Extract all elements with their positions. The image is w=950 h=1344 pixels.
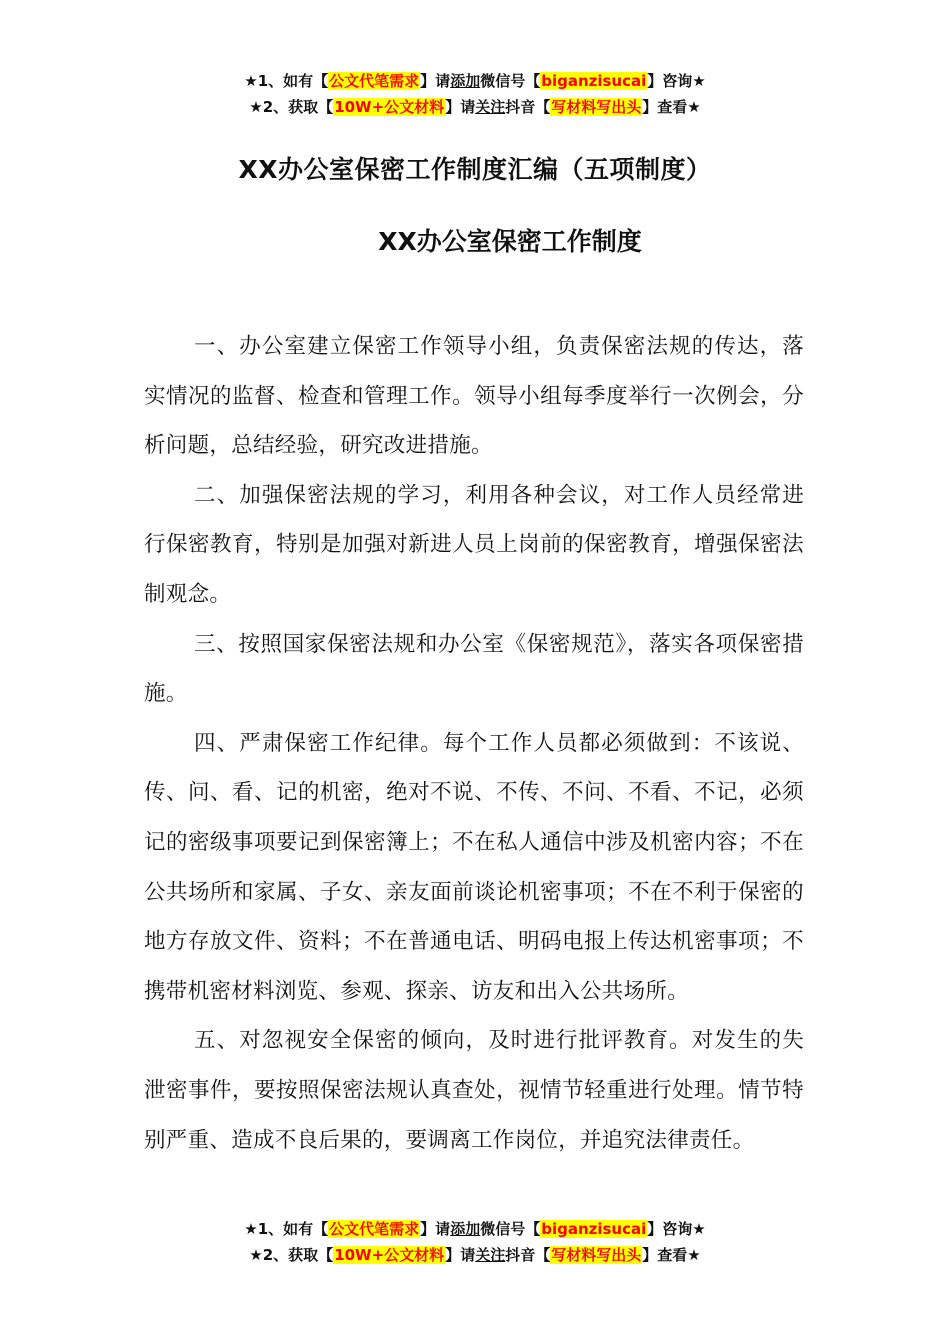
banner-text: 】请	[420, 72, 451, 90]
paragraph-3: 三、按照国家保密法规和办公室《保密规范》，落实各项保密措施。	[144, 631, 804, 707]
banner-text: 抖音【	[505, 1246, 551, 1264]
banner-text: 微信号【	[480, 72, 541, 90]
banner-line-1	[0, 68, 950, 94]
banner-text: ★1、如有【	[244, 72, 329, 90]
paragraph-1: 一、办公室建立保密工作领导小组，负责保密法规的传达，落实情况的监督、检查和管理工作。领导小组每季度举行一次例会，分析问题，总结经验，研究改进措施。	[144, 334, 804, 459]
banner-text: ★1、如有【	[244, 1220, 329, 1238]
banner-text: ★2、获取【	[249, 1246, 334, 1264]
banner-text: 】请	[445, 98, 476, 116]
banner-line-1	[0, 1216, 950, 1242]
highlight-wechat-id: biganzisucai	[541, 72, 647, 90]
footer-banner	[0, 1216, 950, 1268]
highlight-materials: 10W+公文材料	[334, 1246, 445, 1264]
header-banner	[0, 68, 950, 120]
paragraph-5: 五、对忽视安全保密的倾向，及时进行批评教育。对发生的失泄密事件，要按照保密法规认真查处，视情节轻重进行处理。情节特别严重、造成不良后果的，要调离工作岗位，并追究法律责任。	[144, 1028, 804, 1153]
banner-text: 】查看★	[642, 1246, 701, 1264]
banner-line-2	[0, 1242, 950, 1268]
banner-text: 微信号【	[480, 1220, 541, 1238]
banner-emphasis: 添加	[450, 1220, 481, 1238]
banner-emphasis: 关注	[475, 1246, 506, 1264]
document-body	[144, 322, 804, 1165]
highlight-service: 公文代笔需求	[329, 1220, 420, 1238]
banner-text: 】咨询★	[647, 1220, 706, 1238]
banner-text: 】请	[445, 1246, 476, 1264]
banner-text: 抖音【	[505, 98, 551, 116]
highlight-materials: 10W+公文材料	[334, 98, 445, 116]
highlight-wechat-id: biganzisucai	[541, 1220, 647, 1238]
banner-text: 】请	[420, 1220, 451, 1238]
banner-text: ★2、获取【	[249, 98, 334, 116]
paragraph-2: 二、加强保密法规的学习，利用各种会议，对工作人员经常进行保密教育，特别是加强对新进人员上岗前的保密教育，增强保密法制观念。	[144, 482, 804, 607]
banner-text: 】查看★	[642, 98, 701, 116]
highlight-douyin-account: 写材料写出头	[551, 1246, 642, 1264]
paragraph-4: 四、严肃保密工作纪律。每个工作人员都必须做到：不该说、传、问、看、记的机密，绝对不说、不传、不问、不看、不记，必须记的密级事项要记到保密簿上；不在私人通信中涉及机密内容；不在公共场所和家属、子女、亲友面前谈论机密事项；不在不利于保密的地方存放文件、资料；不在普通电话、明码电报上传达机密事项；不携带机密材料浏览、参观、探亲、访友和出入公共场所。	[144, 730, 804, 1004]
banner-emphasis: 关注	[475, 98, 506, 116]
document-subtitle: XX办公室保密工作制度	[378, 227, 642, 256]
document-title: XX办公室保密工作制度汇编（五项制度）	[238, 155, 712, 184]
banner-emphasis: 添加	[450, 72, 481, 90]
highlight-douyin-account: 写材料写出头	[551, 98, 642, 116]
banner-text: 】咨询★	[647, 72, 706, 90]
banner-line-2	[0, 94, 950, 120]
highlight-service: 公文代笔需求	[329, 72, 420, 90]
